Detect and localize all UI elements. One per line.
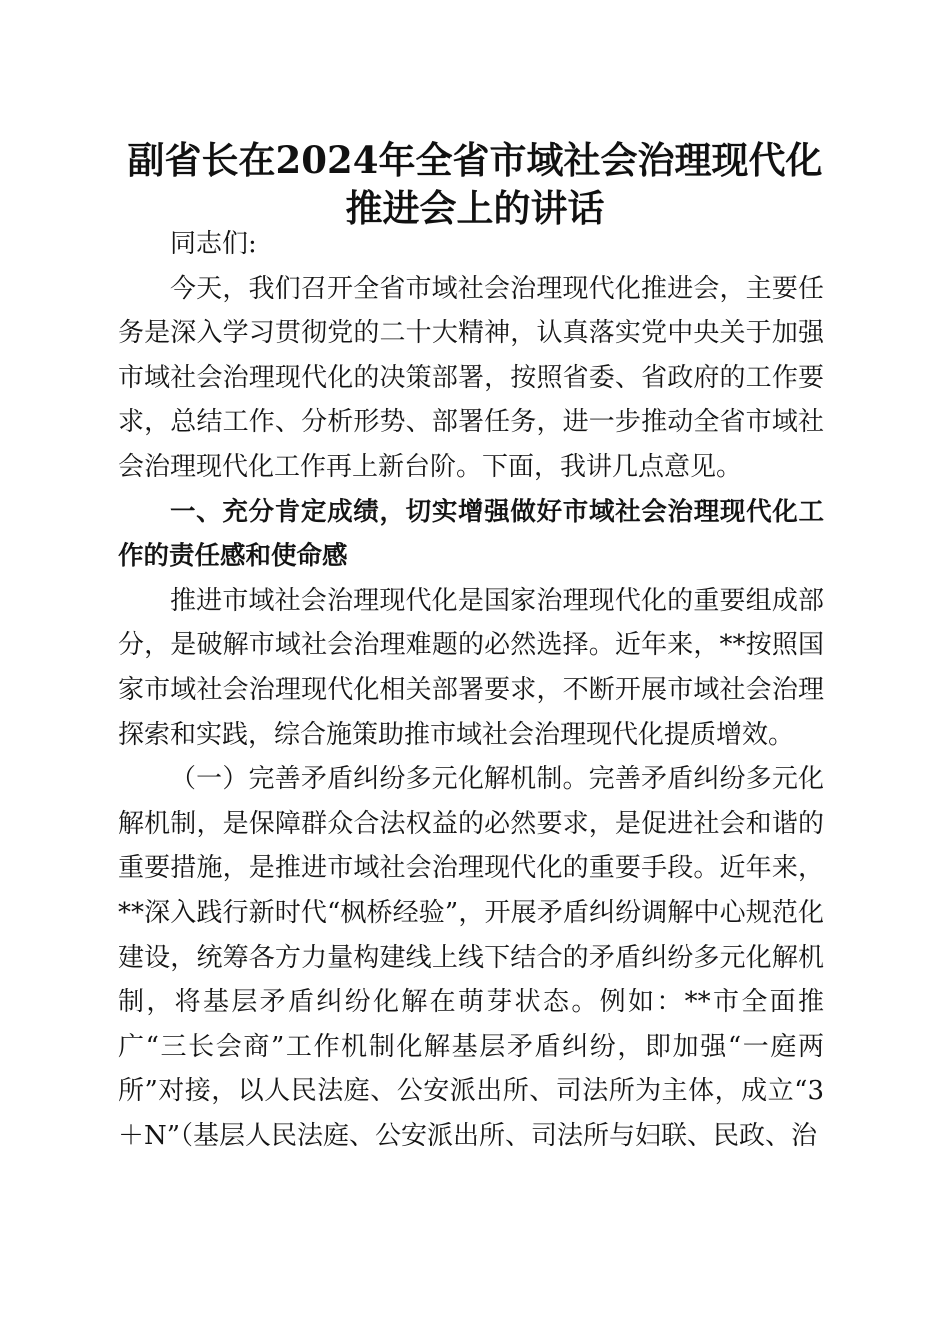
body-paragraph-section-1: 推进市域社会治理现代化是国家治理现代化的重要组成部分，是破解市域社会治理难题的必然选择。近年来，**按照国家市域社会治理现代化相关部署要求，不断开展市域社会治理探索和实践，综合施策助推市域社会治理现代化提质增效。 — [118, 585, 824, 750]
body-paragraph-intro: 今天，我们召开全省市域社会治理现代化推进会，主要任务是深入学习贯彻党的二十大精神，认真落实党中央关于加强市域社会治理现代化的决策部署，按照省委、省政府的工作要求，总结工作、分析形势、部署任务，进一步推动全省市域社会治理现代化工作再上新台阶。下面，我讲几点意见。 — [118, 273, 824, 482]
document-body — [118, 222, 824, 1158]
document-title: 副省长在2024年全省市域社会治理现代化推进会上的讲话 — [127, 138, 823, 230]
body-paragraph-subsection-1: （一）完善矛盾纠纷多元化解机制。完善矛盾纠纷多元化解机制，是保障群众合法权益的必然要求，是促进社会和谐的重要措施，是推进市域社会治理现代化的重要手段。近年来，**深入践行新时代“枫桥经验”，开展矛盾纠纷调解中心规范化建设，统筹各方力量构建线上线下结合的矛盾纠纷多元化解机制，将基层矛盾纠纷化解在萌芽状态。例如：**市全面推广“三长会商”工作机制化解基层矛盾纠纷，即加强“一庭两所”对接，以人民法庭、公安派出所、司法所为主体，成立“3＋N”（基层人民法庭、公安派出所、司法所与妇联、民政、治 — [118, 764, 824, 1151]
section-heading-1: 一、充分肯定成绩，切实增强做好市域社会治理现代化工作的责任感和使命感 — [118, 496, 824, 572]
salutation: 同志们: — [170, 229, 257, 259]
